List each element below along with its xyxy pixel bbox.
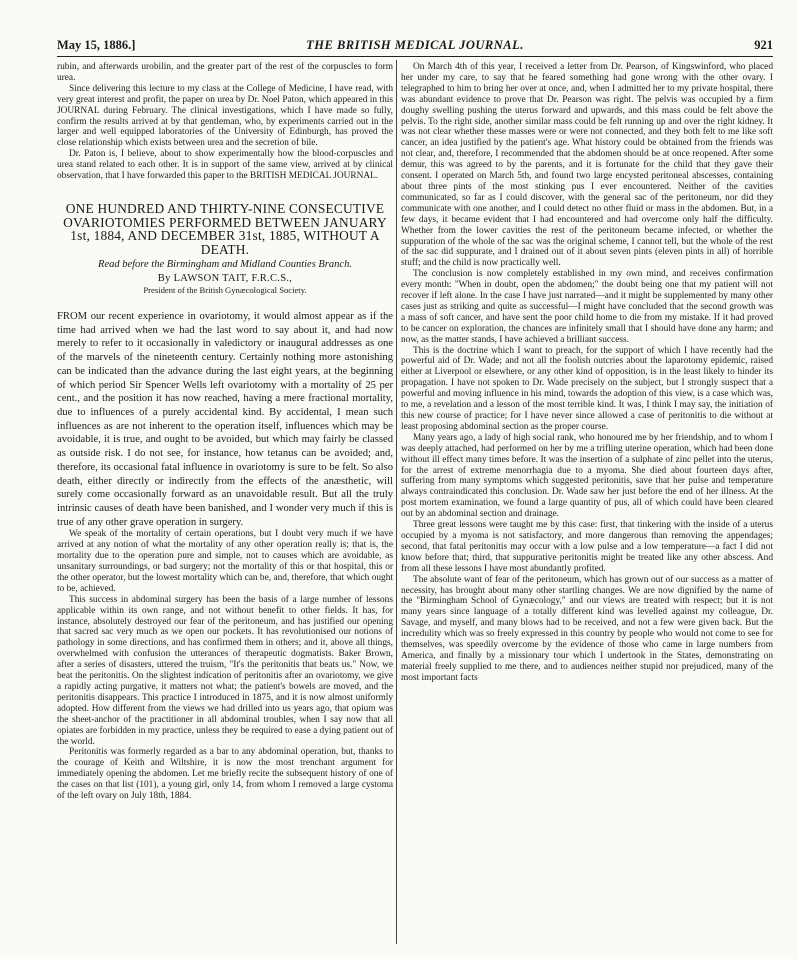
- paragraph: Dr. Paton is, I believe, about to show experimentally how the blood-corpuscles and urea stand related to each other. It is in support of the same view, arrived at by clinical observation, that I have forwarded this paper to the BRITISH MEDICAL JOURNAL.: [57, 149, 393, 182]
- paragraph: This is the doctrine which I want to preach, for the support of which I have recently had the powerful aid of Dr. Wade; and not all the foolish outcries about the laparotomy epidemic, raised either at Liverpool or elsewhere, or any other kind of opposition, is in the least likely to hinder its propagation. I have not spoken to Dr. Wade precisely on the subject, but I strongly suspect that a powerful and moving influence in his mind, towards the adoption of this view, is a case which was, to me, a revelation and a lesson of the most terrible kind. It was, I think I may say, the initiation of this new course of practice; for I have never since allowed a case of peritonitis to die without at least proposing abdominal section as the proper course.: [401, 345, 773, 432]
- paragraph: Peritonitis was formerly regarded as a bar to any abdominal operation, but, thanks to the courage of Keith and Wiltshire, it is now the most trenchant argument for immediately opening the abdomen. Let me briefly recite the subsequent history of one of the cases on that list (101), a young girl, only 14, from whom I removed a large cystoma of the left ovary on July 18th, 1884.: [57, 747, 393, 802]
- journal-title: THE BRITISH MEDICAL JOURNAL.: [306, 38, 524, 52]
- running-header: [57, 38, 773, 56]
- issue-date: May 15, 1886.]: [57, 38, 136, 52]
- article-title: ONE HUNDRED AND THIRTY-NINE CONSECUTIVE OVARIOTOMIES PERFORMED BETWEEN JANUARY 1st, 1884, AND DECEMBER 31st, 1885, WITHOUT A DEATH.: [63, 200, 387, 257]
- article-read-before: Read before the Birmingham and Midland Counties Branch.: [98, 259, 352, 271]
- continued-paragraph: rubin, and afterwards urobilin, and the greater part of the rest of the corpuscles to form urea.: [57, 62, 393, 83]
- page-number: 921: [754, 38, 773, 52]
- paragraph: We speak of the mortality of certain operations, but I doubt very much if we have arrived at any notion of what the mortality of any other operation really is; that is, the mortality due to the operation pure and simple, not to causes which are avoidable, as unsanitary surroundings, or bad surgery; not the mortality of this or that hospital, this or the other operator, but the lowest mortality which can be, and, therefore, that which ought to be, achieved.: [57, 529, 393, 594]
- article-byline: By LAWSON TAIT, F.R.C.S.,: [157, 273, 293, 285]
- paragraph: Three great lessons were taught me by this case: first, that tinkering with the inside of a uterus occupied by a myoma is not satisfactory, and more dangerous than removing the appendages; second, that fatal peritonitis may occur with a low pulse and a low temperature—a fact I did not know before that; third, that suppurative peritonitis might be treated like any other abscess. And from all these lessons I have most abundantly profited.: [401, 520, 773, 574]
- right-column: [401, 62, 773, 942]
- author-affiliation: President of the British Gynæcological Society.: [143, 285, 307, 296]
- column-divider: [396, 60, 397, 944]
- paragraph: On March 4th of this year, I received a letter from Dr. Pearson, of Kingswinford, who placed her under my care, to say that he feared something had gone wrong with the other ovary. I telegraphed to him to bring her over at once, and, when I admitted her to my private hospital, there was abundant evidence to prove that Dr. Pearson was right. The pelvis was occupied by a firm doughy swelling pushing the uterus forward and upwards, and this mass could be felt above the pelvis. To the right side, another similar mass could be felt running up and over the right kidney. It was not clear whether these masses were or were not connected, and they both felt to me like soft cancer, an idea justified by the patient's age. What history could be obtained from the friends was not clear, and, therefore, I recommended that the abdomen should be at once reopened. After some demur, this was agreed to by the parents, and it is fortunate for the child that they gave their consent. I operated on March 5th, and found two large encysted peritoneal abscesses, containing about three pints of the most stinking pus I ever encountered. Neither of the cavities communicated, so far as I could discover, with the general sac of the peritoneum, nor did they communicate with one another, and I could detect no other fluid or mass in the abdomen. But, in a few days, it became evident that I had encountered and had overcome only half the difficulty. Whether from the lower cavities the rest of the peritoneum became infected, or whether the suppuration of the whole of the sac was the original scheme, I cannot tell, but the whole of the rest of the sac did suppurate, and I drained out of it about seven pints (eleven pints in all) of horrible stuff; and the child is now practically well.: [401, 62, 773, 269]
- opening-paragraph: FROM our recent experience in ovariotomy, it would almost appear as if the time had arrived when we had the last word to say about it, and had now merely to refer to it occasionally in valedictory or inaugural addresses as one of the marvels of the nineteenth century. Certainly nothing more astonishing can be indicated than the advance during the last eight years, at the beginning of which period Sir Spencer Wells left ovariotomy with a mortality of 25 per cent., and the position it has now reached, having a mere fractional mortality, due to influences of a purely accidental kind. By accidental, I mean such influences as are not inherent to the operation itself, influences which may be avoidable, it is true, and ought to be avoided, but which may fairly be classed as outside risk. I do not see, for instance, how tetanus can be avoided; and, therefore, its occasional fatal influence in ovariotomy is sure to be felt. So also death, either directly or indirectly from the effects of the anæsthetic, will surely come occasionally forward as an unavoidable result. But all the truly intrinsic causes of death have been banished, and I wonder very much if this is true of any other grave operation in surgery.: [57, 311, 393, 528]
- paragraph: The absolute want of fear of the peritoneum, which has grown out of our success as a matter of necessity, has brought about many other startling changes. We are now dignified by the name of the "Birmingham School of Gynæcology," and our views are treated with respect; but it is not many years since language of a totally different kind was levelled against my colleague, Dr. Savage, and myself, and many blows had to be received, and not a few were given back. But the incredulity which was so freely expressed in this country by people who would not come to see for themselves, was speedily overcome by the evidence of those who came in large numbers from America, and finally by a missionary tour which I undertook in the States, demonstrating on material freely supplied to me there, and to audiences neither stupid nor prejudiced, many of the most important facts: [401, 574, 773, 683]
- header-rule: [57, 56, 773, 57]
- paragraph: The conclusion is now completely established in my own mind, and receives confirmation every month: "When in doubt, open the abdomen;" the doubt being one that my patient will not recover if left alone. In the case I have just narrated—and it might be supplemented by many other cases just as striking and quite as successful—I might have concluded that the second growth was a mass of soft cancer, and have sent the poor child home to die from my mistake. If it had proved to be cancer on exploration, the chances are infinitely small that I should have done any harm; and now, as the matter stands, I have achieved a brilliant success.: [401, 269, 773, 345]
- left-column: [57, 62, 393, 942]
- paragraph: Since delivering this lecture to my class at the College of Medicine, I have read, with very great interest and profit, the paper on urea by Dr. Noel Paton, which appeared in this JOURNAL during February. The clinical investigations, which I have made so fully, confirm the results arrived at by that gentleman, who, by experiments carried out in the larger and well equipped laboratories of the University of Edinburgh, has proved the close relationship which exists between urea and the secretion of bile.: [57, 83, 393, 149]
- paragraph: This success in abdominal surgery has been the basis of a large number of lessons applicable within its own range, and not without benefit to other fields. It has, for instance, absolutely destroyed our fear of the peritoneum, and has justified our opening that sacred sac very much as we open our pockets. It has revolutionised our notions of pathology in some directions, and has confirmed them in others; and it, above all things, overwhelmed with confusion the utterances of therapeutic dogmatists. Baker Brown, after a series of disasters, uttered the truism, "It's the peritonitis that beats us." Now, we beat the peritonitis. On the slightest indication of peritonitis after an ovariotomy, we give a rapidly acting purgative, it matters not what; the patient's bowels are moved, and the peritonitis disappears. This practice I introduced in 1875, and it is now almost uniformly adopted. How different from the views we had drilled into us years ago, that opium was the sheet-anchor of the practitioner in all abdominal troubles, when I say now that all opiates are forbidden in my practice, unless they be required to ease a dying patient out of the world.: [57, 594, 393, 747]
- paragraph: Many years ago, a lady of high social rank, who honoured me by her friendship, and to whom I was deeply attached, had performed on her by me a trifling uterine operation, which had been done without ill effect many times before. It was the insertion of a sulphate of zinc pellet into the uterus, for the arrest of extreme menorrhagia due to a myoma. She died about fourteen days after, suffering from many symptoms which suggested peritonitis, save that her pulse and temperature always contraindicated this conclusion. Dr. Wade saw her just before the end of her illness. At the post mortem examination, we found a large quantity of pus, all of which could have been cleared out by an abdominal section and drainage.: [401, 432, 773, 520]
